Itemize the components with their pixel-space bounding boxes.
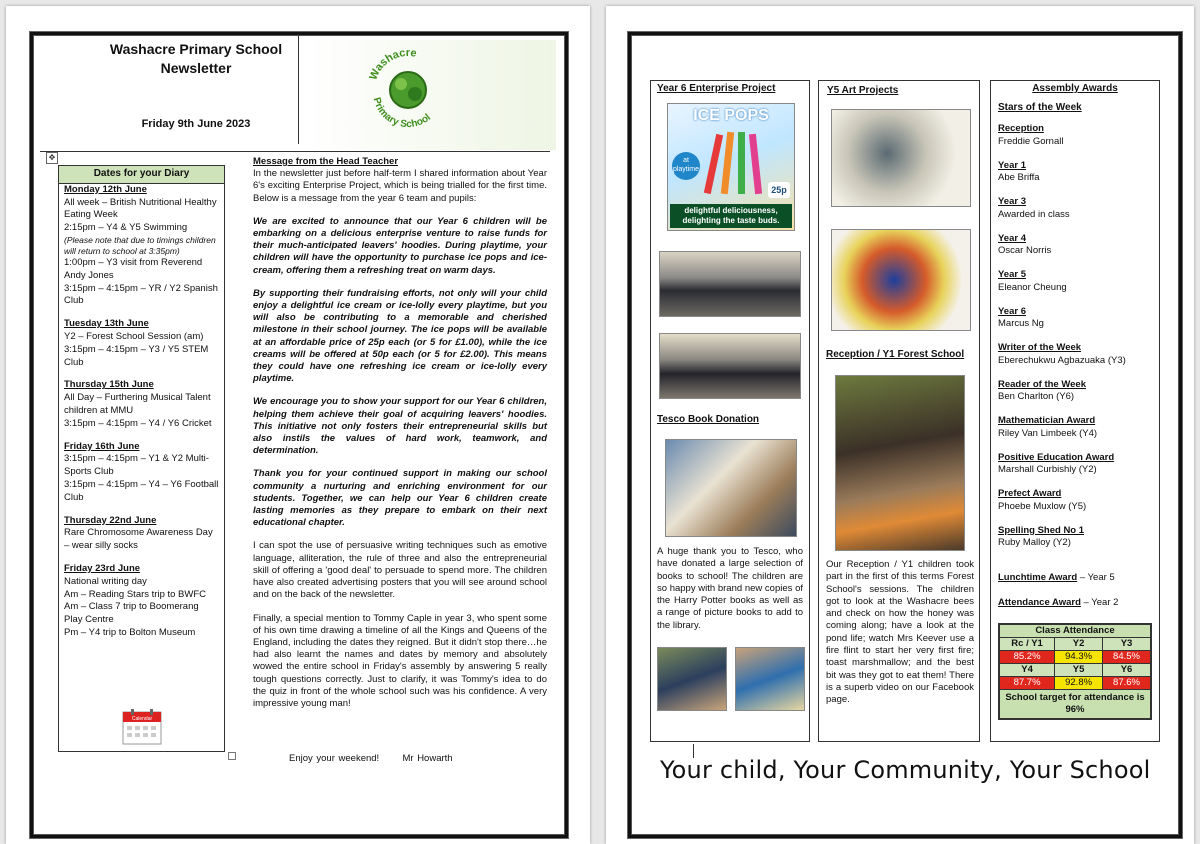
award-entry [998, 452, 1156, 477]
attendance-cell: 85.2% [1000, 651, 1055, 664]
award-label: Reader of the Week [998, 378, 1086, 390]
school-name: Washacre Primary School [109, 41, 283, 57]
header-title [86, 40, 306, 78]
award-winner: Abe Briffa [998, 172, 1040, 183]
school-slogan: Your child, Your Community, Your School [660, 756, 1151, 784]
diary-entry: 3:15pm – 4:15pm – Y1 & Y2 Multi-Sports Club [64, 453, 209, 478]
attendance-cell: 94.3% [1055, 651, 1103, 664]
diary-entry: 3:15pm – 4:15pm – Y4 / Y6 Cricket [64, 417, 212, 429]
year6-group-photo [659, 333, 801, 399]
award-label: Year 3 [998, 196, 1026, 207]
diary-entry: Am – Reading Stars trip to BWFC [64, 588, 207, 600]
message-paragraph: By supporting their fundraising efforts, not only will your child enjoy a delightful ice cream or ice-lolly every playtime, but you will also be contributing to a memorable and cherished milestone in their school journey. The ice pops will be available at an affordable price of 25p each (or 5 for £1.00), while the ice creams will be offered at 50p each (or 5 for £2.00). This means they could have one refreshing ice cream or ice-lolly every playtime. [253, 287, 547, 385]
lunchtime-award: Lunchtime Award – Year 5 [998, 572, 1115, 583]
art-photo [831, 109, 971, 207]
head-teacher-message [253, 156, 547, 721]
poster-badge: at playtime [672, 152, 700, 180]
message-paragraph: We encourage you to show your support for our Year 6 children, helping them achieve their goal of acquiring leavers' hoodies. This initiative not only fosters their entrepreneurial skills but also instils the values of hard work, teamwork, and determination. [253, 396, 547, 457]
diary-entry: All week – British Nutritional Healthy Eating Week [64, 196, 217, 221]
attendance-cell: 92.8% [1055, 677, 1103, 690]
award-label: Prefect Award [998, 488, 1062, 499]
diary-entry: All Day – Furthering Musical Talent children at MMU [64, 392, 211, 416]
attendance-cell: 84.5% [1103, 651, 1151, 664]
awards-title: Assembly Awards [1032, 83, 1118, 94]
diary-day-heading: Friday 23rd June [64, 562, 141, 574]
award-winner: Riley Van Limbeek (Y4) [998, 427, 1098, 439]
art-photo [831, 229, 971, 331]
diary-entry: Am – Class 7 trip to Boomerang Play Centre [64, 601, 199, 626]
school-logo [363, 44, 453, 134]
logo-text-bottom: Primary School [370, 96, 433, 131]
library-photo [665, 439, 797, 537]
forest-text: Our Reception / Y1 children took part in the first of this terms Forest School's sessions. The children got to look at the Washacre bees and check on how the honey was coming along; have a look at the pond life; watch Mrs Keever use a fire flint to start her very first fire; toast marshmallow; and the best bit was they got to eat them! There is a superb video on our Facebook page. [826, 559, 974, 706]
diary-day-heading: Thursday 22nd June [64, 514, 157, 526]
svg-text:Calendar: Calendar [131, 716, 153, 722]
award-winner: Awarded in class [998, 208, 1070, 220]
award-winner: Marcus Ng [998, 318, 1044, 329]
signoff [289, 753, 453, 764]
award-winner: Ben Charlton (Y6) [998, 391, 1075, 402]
diary-day-heading: Friday 16th June [64, 440, 140, 452]
enterprise-column [650, 80, 810, 742]
reading-photo [735, 647, 805, 711]
award-winner: Oscar Norris [998, 245, 1052, 256]
award-label: Year 6 [998, 305, 1026, 317]
message-paragraph: Thank you for your continued support in making our school community a nurturing and enriching environment for our students. Together, we can help our Year 6 children create lasting memories as they prepare to embark on their next educational chapter. [253, 468, 547, 529]
diary-entry: National writing day [64, 575, 147, 587]
award-winner: Ruby Malloy (Y2) [998, 537, 1071, 548]
doc-type: Newsletter [160, 60, 232, 76]
ice-pops-poster [667, 103, 795, 231]
art-title: Y5 Art Projects [827, 85, 899, 96]
award-entry [998, 525, 1156, 550]
diary-day-heading: Thursday 15th June [64, 379, 154, 391]
award-entry [998, 306, 1156, 331]
award-winner: Freddie Gornall [998, 135, 1064, 147]
resize-handle[interactable] [228, 752, 236, 760]
poster-price: 25p [768, 182, 790, 198]
diary-entry: (Please note that due to timings children will return to school at 3:35pm) [64, 234, 216, 256]
diary-entry: 3:15pm – 4:15pm – YR / Y2 Spanish Club [64, 282, 218, 307]
award-label: Reception [998, 123, 1044, 134]
signature: Mr Howarth [402, 753, 453, 764]
award-label: Positive Education Award [998, 451, 1115, 463]
awards-column [990, 80, 1160, 742]
award-label: Spelling Shed No 1 [998, 524, 1085, 536]
signoff-text: Enjoy your weekend! [289, 753, 380, 764]
diary-entry: 3:15pm – 4:15pm – Y4 – Y6 Football Club [64, 478, 219, 503]
award-winner: Marshall Curbishly (Y2) [998, 464, 1097, 475]
diary-day-heading: Monday 12th June [64, 183, 147, 195]
message-paragraph: Finally, a special mention to Tommy Caple in year 3, who spent some of his own time drawing a timeline of all the Kings and Queens of the England, including the dates they reigned. But it didn't stop there…he had also learnt the names and dates by memory and absolutely wowed the entire school in Friday's assembly by answering 5 really tough questions correctly. Just to clarify, it was Tommy's idea to do the quiz in front of the whole school such was his confidence. A very impressive young man! [253, 612, 547, 709]
message-intro: In the newsletter just before half-term I shared information about Year 6's exciting Enterprise Project, which is being trialled for the first time. Below is a message from the year 6 team and pupils: [253, 168, 547, 204]
award-label: Year 1 [998, 159, 1026, 171]
diary-day-heading: Tuesday 13th June [64, 318, 149, 330]
class-attendance-table: Class Attendance Rc / Y1 Y2 Y3 85.2% 94.3% 84.5% Y4 Y5 Y6 87.7% 92.8% 87.6% School target for attendance is 96% [998, 623, 1152, 720]
award-entry [998, 160, 1156, 185]
message-paragraph: I can spot the use of persuasive writing techniques such as emotive language, alliteration, the rule of three and also the entrepreneurial skill of offering a 'good deal' to persuade to spend more. The children have also created advertising posters that you will see around school and on the back of the newsletter. [253, 540, 547, 601]
award-winner: Eberechukwu Agbazuaka (Y3) [998, 354, 1126, 366]
diary-entry: 1:00pm – Y3 visit from Reverend Andy Jones [64, 256, 203, 281]
diary-entry: Y2 – Forest School Session (am) [64, 330, 204, 342]
award-winner: Phoebe Muxlow (Y5) [998, 500, 1087, 512]
art-column [818, 80, 980, 742]
diary-title: Dates for your Diary [59, 166, 224, 184]
message-paragraph: We are excited to announce that our Year 6 children will be embarking on a delicious enterprise venture to raise funds for their much-anticipated leavers' hoodies. During playtime, your children will have the opportunity to purchase ice pops and ice-cream, offering them a refreshing treat on warm days. [253, 215, 547, 276]
award-label: Year 5 [998, 269, 1026, 280]
forest-title: Reception / Y1 Forest School [826, 349, 965, 360]
poster-tagline: delightful deliciousness, delighting the taste buds. [670, 204, 792, 228]
award-label: Writer of the Week [998, 342, 1082, 353]
enterprise-title: Year 6 Enterprise Project [657, 83, 776, 94]
award-winner: Eleanor Cheung [998, 281, 1067, 293]
stars-label: Stars of the Week [998, 102, 1082, 113]
diary-entry: Pm – Y4 trip to Bolton Museum [64, 626, 196, 638]
move-handle-icon[interactable]: ✥ [46, 152, 58, 164]
tesco-text: A huge thank you to Tesco, who have donated a large selection of books to school! The children are so happy with brand new copies of the Harry Potter books as well as a range of picture books to add to the library. [657, 546, 803, 631]
attendance-title: Class Attendance [1000, 625, 1151, 638]
award-label: Year 4 [998, 232, 1026, 244]
newsletter-date: Friday 9th June 2023 [141, 118, 251, 130]
diary-list [59, 184, 224, 640]
reading-photo [657, 647, 727, 711]
forest-school-photo [835, 375, 965, 551]
diary-entry: Rare Chromosome Awareness Day – wear silly socks [64, 527, 213, 552]
diary-entry: 3:15pm – 4:15pm – Y3 / Y5 STEM Club [64, 343, 209, 368]
attendance-cell: 87.6% [1103, 677, 1151, 690]
award-entry [998, 269, 1156, 294]
award-entry [998, 488, 1156, 513]
header-divider [298, 34, 299, 144]
logo-text-top: Washacre [367, 46, 418, 82]
award-entry [998, 342, 1156, 367]
calendar-icon [119, 706, 165, 748]
award-label: Mathematician Award [998, 415, 1096, 426]
tesco-title: Tesco Book Donation [657, 414, 760, 425]
award-entry [998, 233, 1156, 258]
message-title: Message from the Head Teacher [253, 156, 399, 167]
award-entry [998, 415, 1156, 440]
attendance-award: Attendance Award – Year 2 [998, 597, 1119, 608]
attendance-cell: 87.7% [1000, 677, 1055, 690]
poster-title: ICE POPS [693, 107, 769, 124]
diary-entry: 2:15pm – Y4 & Y5 Swimming [64, 222, 188, 234]
award-entry [998, 123, 1156, 148]
year6-group-photo [659, 251, 801, 317]
award-entry [998, 379, 1156, 404]
header-rule [40, 151, 550, 152]
award-entry [998, 196, 1156, 221]
attendance-target: School target for attendance is 96% [1000, 690, 1151, 719]
diary-box [58, 165, 225, 752]
